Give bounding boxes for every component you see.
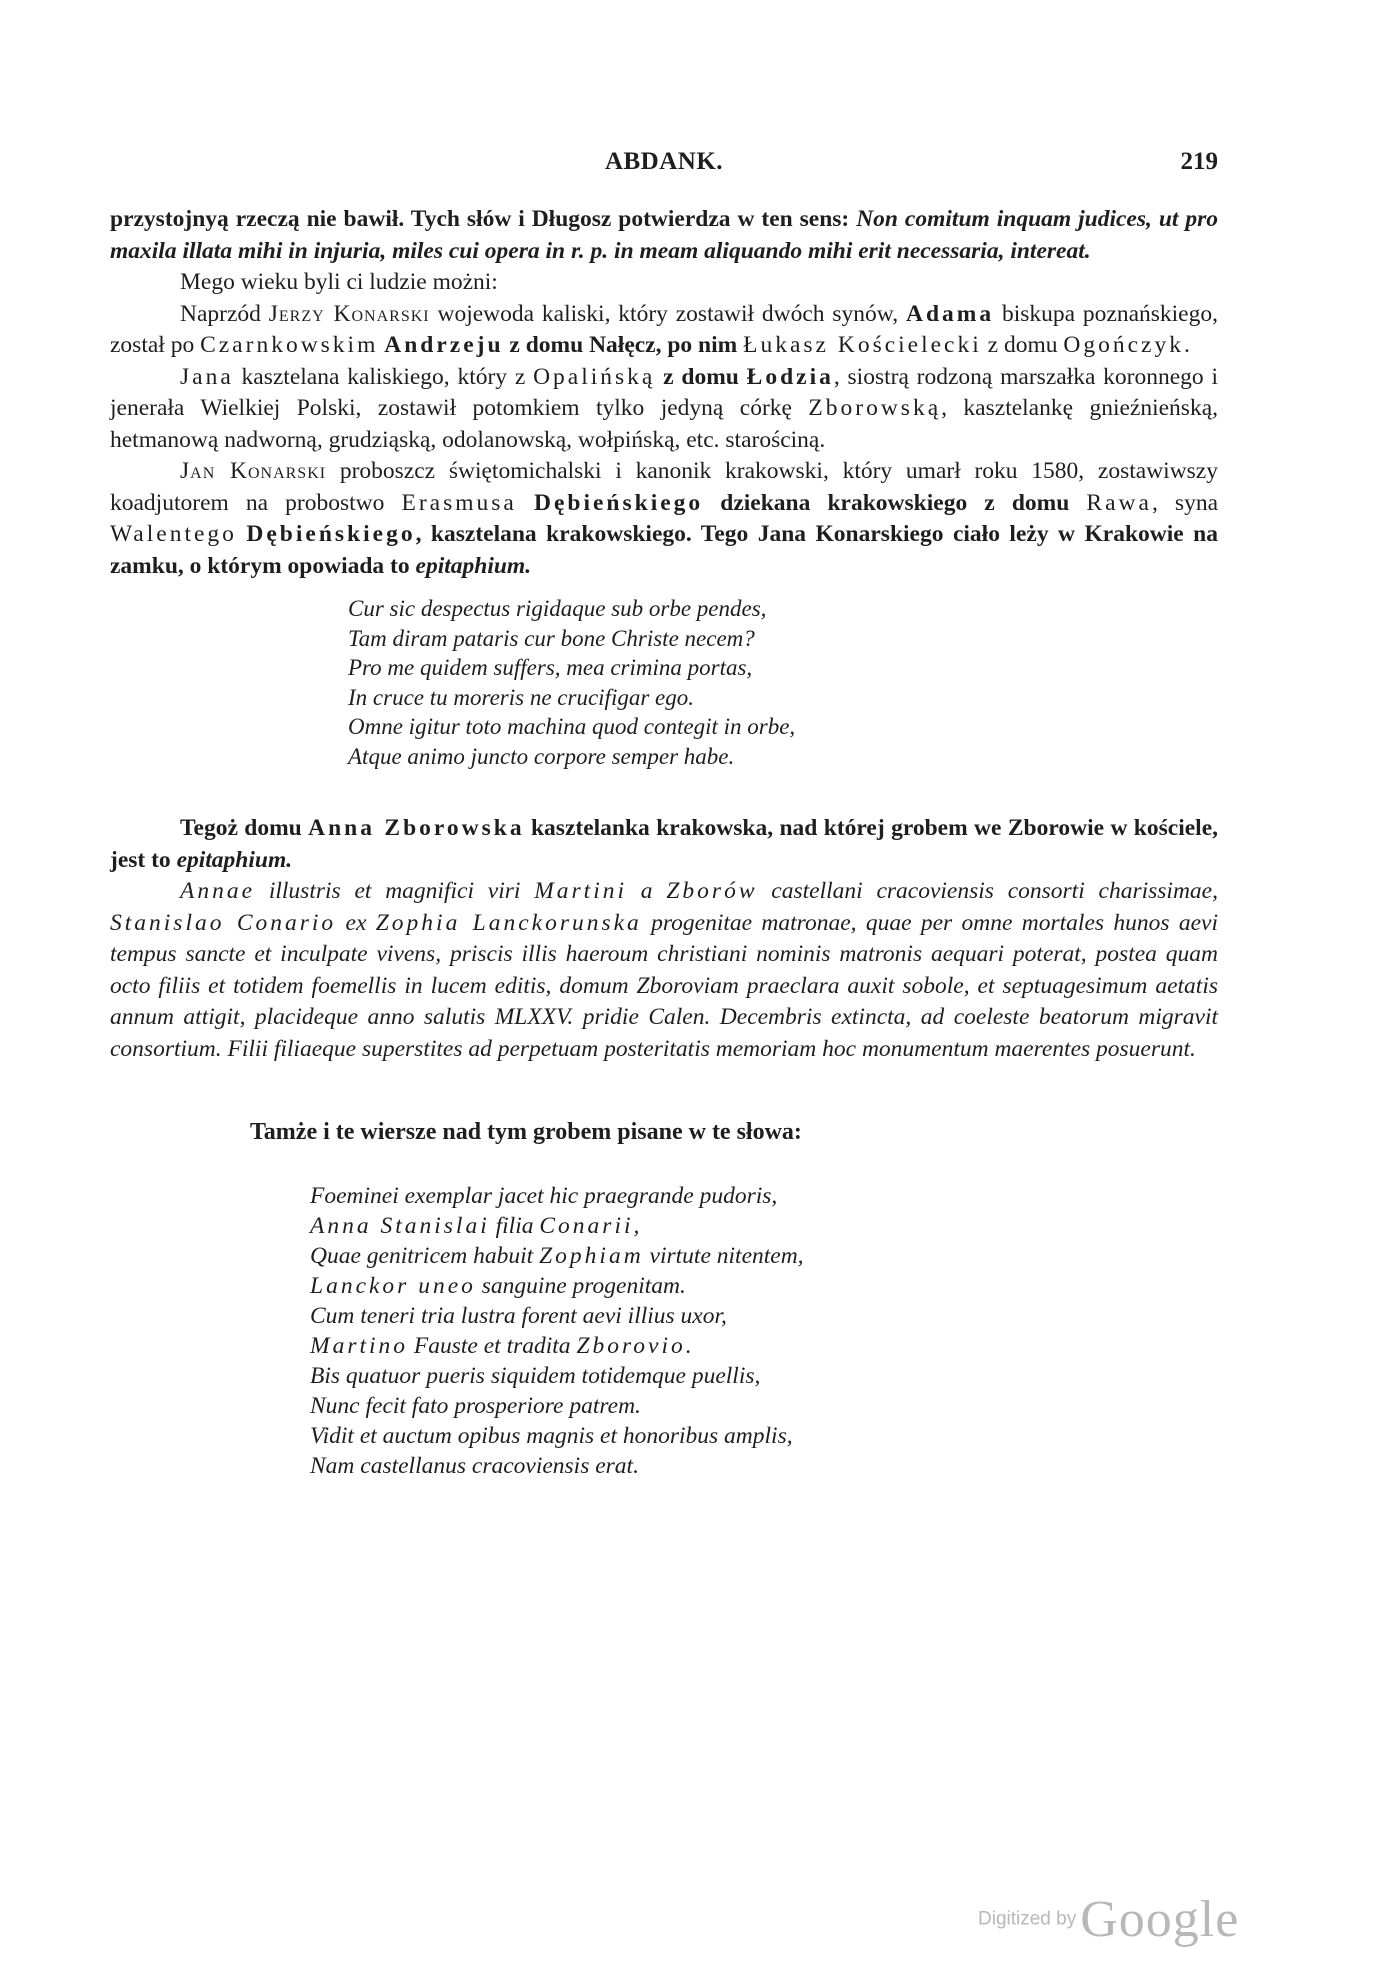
text-span: a	[627, 878, 667, 904]
text-span: illustris et magnifici viri	[255, 878, 535, 904]
epitaph-verse-zborowska	[310, 1181, 1218, 1481]
text-span: ex	[336, 909, 376, 936]
name-spaced: Dębieńskiego	[533, 489, 704, 516]
text-span: , syna	[1151, 489, 1218, 516]
text-span: castellani cracoviensis consorti charissimae,	[757, 878, 1218, 904]
text-span: kasztelanka krakowska, nad której grobem we Zborowie w kościele, jest to	[110, 815, 1218, 873]
text-span: z domu	[981, 332, 1064, 358]
name-spaced: Zophia Lanckorunska	[375, 909, 642, 936]
name-spaced: Anna Zborowska	[308, 815, 525, 841]
running-title: ABDANK.	[604, 148, 724, 175]
text-span: z domu	[655, 363, 747, 390]
digitized-by-text: Digitized by	[978, 1908, 1077, 1930]
text-span: z domu Nałęcz, po nim	[503, 332, 744, 358]
page-number: 219	[1180, 148, 1218, 175]
name-spaced: Erasmusa	[401, 489, 517, 516]
name-smallcaps: Jan Konarski	[180, 458, 327, 484]
name-spaced: Conarii	[539, 1212, 634, 1239]
text-span	[517, 490, 534, 516]
name-spaced: Zophiam	[539, 1242, 644, 1269]
text-span: Fauste et tradita	[408, 1332, 577, 1359]
name-smallcaps: Jerzy Konarski	[268, 300, 430, 327]
name-spaced: Dębieńskiego	[246, 521, 416, 547]
verse-intro-heading: Tamże i te wiersze nad tym grobem pisane w te słowa:	[250, 1119, 802, 1145]
text-span: sanguine progenitam.	[475, 1272, 686, 1299]
paragraph-latin-epitaph	[110, 876, 1218, 1065]
verse-line: In cruce tu moreris ne crucifigar ego.	[348, 684, 694, 710]
italic-term: epitaphium.	[176, 846, 293, 873]
verse-line: Anna Stanislai filia Conarii,	[310, 1212, 640, 1239]
text-span: , siostrą rodzoną marszałka koronnego i jenerała Wielkiej Polski, zostawił potomkiem tylko jedyną córkę	[110, 363, 1219, 421]
name-spaced: Adama	[905, 300, 995, 327]
paragraph-jan-kasztelan	[110, 362, 1218, 457]
name-spaced: Walentego	[110, 521, 237, 547]
verse-line: Omne igitur toto machina quod contegit in orbe,	[348, 714, 796, 739]
verse-line: Cur sic despectus rigidaque sub orbe pendes,	[348, 596, 767, 621]
epitaph-verse-konarski	[348, 594, 1218, 771]
text-span	[237, 521, 246, 547]
text-span: biskupa poznańskiego, został po	[110, 300, 1218, 358]
text-span: Quae genitricem habuit	[310, 1242, 540, 1269]
text-span: virtute nitentem,	[643, 1242, 804, 1269]
text-span: kasztelana kaliskiego, który z	[233, 363, 534, 390]
name-spaced: Annae	[180, 878, 256, 904]
name-spaced: Andrzeju	[384, 332, 504, 358]
name-spaced: Zborów	[666, 878, 758, 904]
verse-line: Martino Fauste et tradita Zborovio.	[310, 1332, 692, 1359]
paragraph-dlugosz	[110, 204, 1218, 267]
verse-line: Vidit et auctum opibus magnis et honoribus amplis,	[310, 1422, 793, 1449]
google-digitized-watermark	[978, 1890, 1239, 1949]
text-span: dziekana krakowskiego z domu	[703, 489, 1087, 516]
verse-line: Tam diram pataris cur bone Christe necem?	[348, 625, 755, 651]
text-span: proboszcz świętomichalski i kanonik krakowski, który umarł roku 1580, zostawiwszy koadjutorem na probostwo	[110, 458, 1218, 516]
text-span: Tegoż domu	[180, 815, 309, 841]
text-span: , kasztelana krakowskiego. Tego Jana Konarskiego ciało leży w Krakowie na zamku, o którym opowiada to	[110, 521, 1219, 579]
name-spaced: Łukasz Kościelecki	[743, 332, 982, 358]
name-spaced: Czarnkowskim	[200, 332, 379, 358]
spacer	[110, 771, 1218, 795]
name-spaced: Opalińską	[533, 363, 656, 390]
text-span: .	[1183, 332, 1190, 358]
name-spaced: Martino	[310, 1332, 409, 1359]
running-header	[110, 148, 1218, 188]
paragraph-jan-konarski	[110, 456, 1218, 582]
verse-line	[310, 1271, 1218, 1301]
verse-line: Nunc fecit fato prosperiore patrem.	[310, 1392, 641, 1419]
verse-line: Pro me quidem suffers, mea crimina portas,	[348, 655, 753, 680]
text-span: filia	[489, 1212, 540, 1239]
text-span: Naprzód	[180, 300, 269, 327]
name-spaced: Martini	[534, 878, 628, 904]
paragraph-intro: Mego wieku byli ci ludzie możni:	[180, 269, 498, 295]
name-spaced: Rawa	[1086, 489, 1152, 516]
verse-line: Atque animo juncto corpore semper habe.	[348, 743, 735, 769]
name-spaced: Lanckor uneo	[310, 1272, 476, 1299]
name-spaced: Zborowską	[808, 395, 942, 421]
text-span: progenitae matronae, quae per omne mortales hunos aevi tempus sancte et inculpate vivens, priscis illis haeroum christiani nominis matronis aequari poterat, postea quam octo filiis et totidem foemellis in lucem editis, domum Zboroviam praeclara auxit sobole, et septuagesimum aetatis annum attigit, placideque anno salutis MLXXV. pridie Calen. Decembris extincta, ad coeleste beatorum migravit consortium. Filii filiaeque superstites ad perpetuam posteritatis memoriam hoc monumentum maerentes posuerunt.	[110, 909, 1218, 1062]
name-spaced: Anna Stanislai	[310, 1212, 490, 1239]
verse-line: Foeminei exemplar jacet hic praegrande pudoris,	[310, 1182, 778, 1209]
italic-term: epitaphium.	[415, 552, 532, 579]
latin-quote: Non comitum inquam judices, ut pro maxila illata mihi in injuria, miles cui opera in r. p. in meam aliquando mihi erit necessaria, intereat.	[110, 206, 1218, 264]
name-spaced: Łodzia	[746, 363, 834, 390]
name-spaced: Jana	[180, 363, 234, 390]
name-spaced: Stanislao Conario	[110, 909, 337, 936]
text-span: wojewoda kaliski, który zostawił dwóch synów,	[429, 300, 906, 327]
verse-line: Nam castellanus cracoviensis erat.	[310, 1452, 639, 1479]
name-spaced: Zborovio	[576, 1332, 686, 1359]
paragraph-anna-zborowska	[110, 813, 1218, 876]
name-spaced: Ogończyk	[1063, 332, 1184, 358]
verse-line: Bis quatuor pueris siquidem totidemque puellis,	[310, 1362, 761, 1389]
google-logo: Google	[1080, 1891, 1240, 1948]
verse-line: Cum teneri tria lustra forent aevi illius uxor,	[310, 1302, 727, 1329]
paragraph-jerzy-konarski	[110, 299, 1218, 362]
page-body	[110, 204, 1218, 1481]
text-span: , kasztelankę gnieźnieńską, hetmanową nadworną, grudziąską, odolanowską, wołpińską, etc. starościną.	[110, 395, 1219, 453]
verse-line	[310, 1241, 1218, 1271]
text-span: przystojnyą rzeczą nie bawił. Tych słów i Długosz potwierdza w ten sens:	[110, 206, 857, 232]
